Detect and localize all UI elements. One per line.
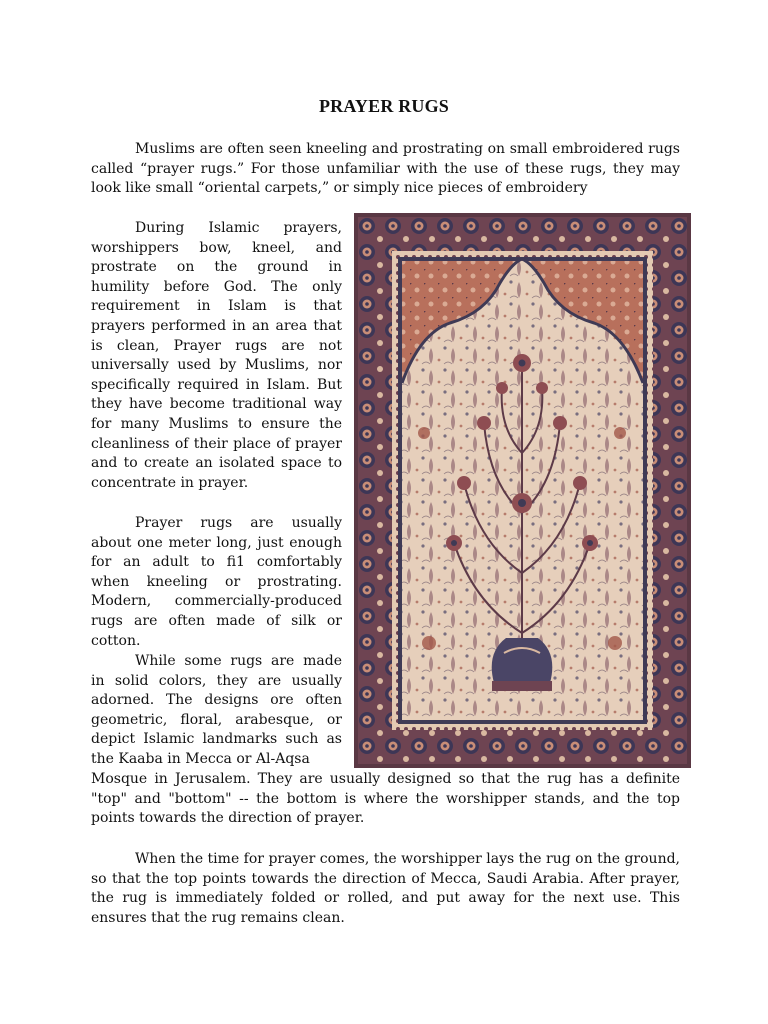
prayer-time-paragraph: When the time for prayer comes, the worshipper lays the rug on the ground, so that the top points towards the direction of Mecca, Saudi Arabia. After prayer, the rug is immediately folded or rolled, and put away for the next use. This ensures that the rug remains clean. — [91, 851, 680, 926]
prayer-rug-image — [354, 213, 691, 768]
intro-paragraph: Muslims are often seen kneeling and prostrating on small embroidered rugs called “prayer rugs.” For those unfamiliar with the use of these rugs, they may look like small “oriental carpets,” or simply nice pieces of embroidery — [91, 141, 680, 197]
rug-size-paragraph: Prayer rugs are usually about one meter long, just enough for an adult to fi1 comfortably when kneeling or prostrating. Modern, commercially-produced rugs are often made of silk or cotton. — [91, 515, 342, 649]
prayer-practice-paragraph: During Islamic prayers, worshippers bow, kneel, and prostrate on the ground in humility before God. The only requirement in Islam is that prayers performed in an area that is clean, Prayer rugs are not universally used by Muslims, nor specifically required in Islam. But they have become traditional way for many Muslims to ensure the cleanliness of their place of prayer and to create an isolated space to concentrate in prayer. — [91, 220, 342, 491]
page-title: PRAYER RUGS — [318, 96, 450, 116]
rug-design-paragraph: While some rugs are made in solid colors, they are usually adorned. The designs ore often geometric, floral, arabesque, or depict Islamic landmarks such as the Kaaba in Mecca or Al-Aqsa — [91, 653, 342, 767]
rug-design-paragraph-continued: Mosque in Jerusalem. They are usually designed so that the rug has a definite "top" and "bottom" -- the bottom is where the worshipper stands, and the top points towards the direction of prayer. — [91, 771, 680, 827]
